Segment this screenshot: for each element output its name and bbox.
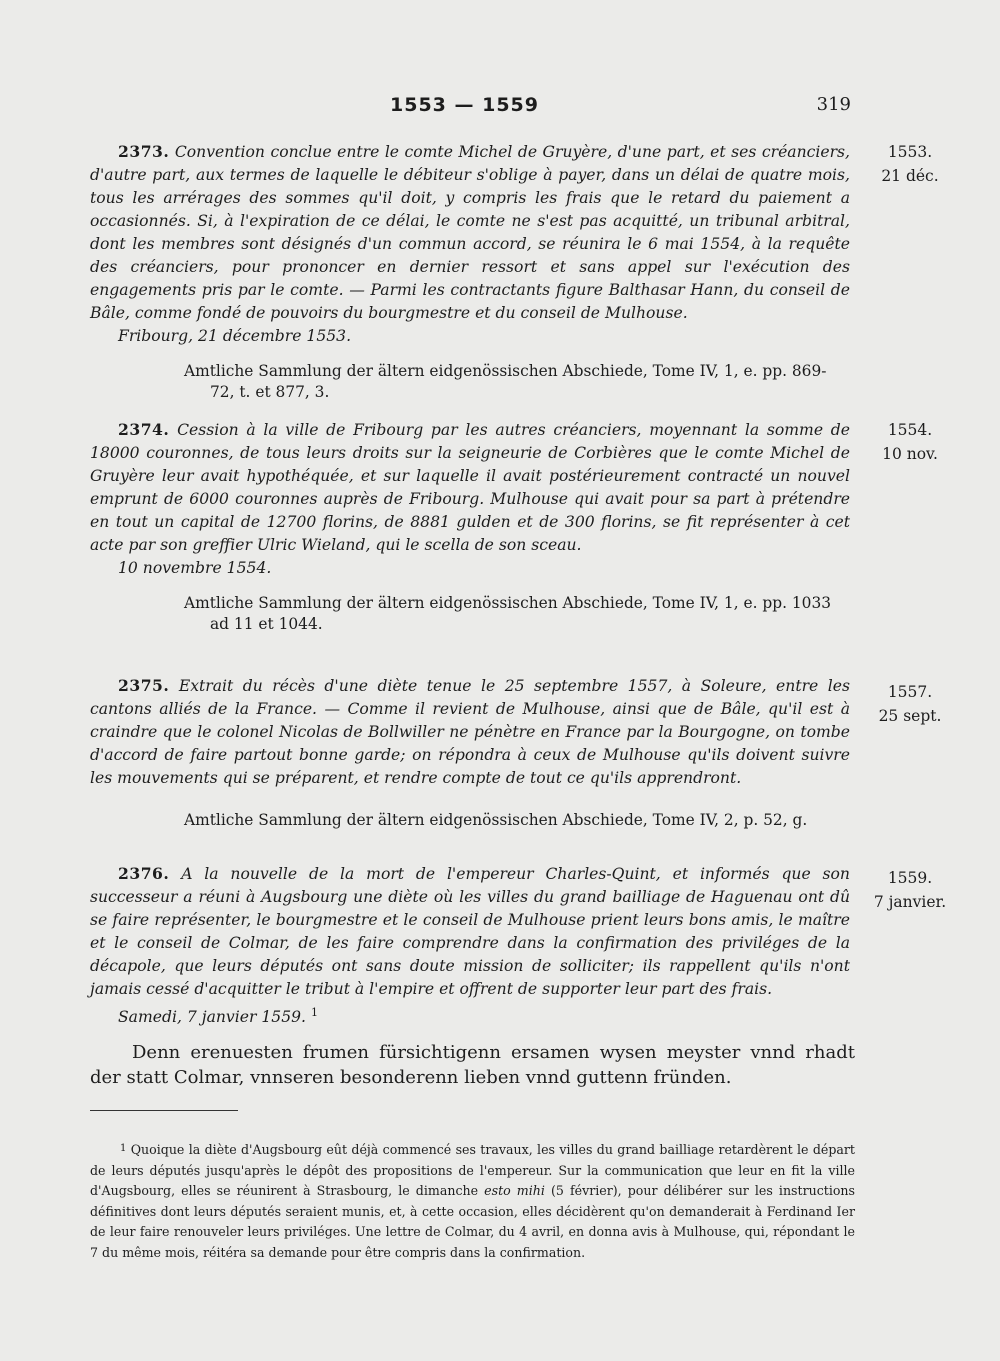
entry-date-text: Samedi, 7 janvier 1559. [118,1008,307,1027]
margin-date [870,140,950,188]
entry-text [90,862,850,1001]
margin-year: 1553. [887,143,933,161]
margin-year: 1554. [887,421,933,439]
entry-number: 2375. [118,676,170,695]
footnote [90,1139,855,1263]
entry-date: 10 novembre 1554. [118,559,272,577]
page-number: 319 [816,94,851,115]
entry-source: Amtliche Sammlung der ältern eidgenössischen Abschiede, Tome IV, 1, e. pp. 869-72, t. et 877, 3. [184,362,827,401]
margin-day: 21 déc. [881,167,939,185]
entry-summary: Extrait du récès d'une diète tenue le 25 septembre 1557, à Soleure, entre les cantons alliés de la France. — Comme il revient de Mulhouse, ainsi que de Bâle, qu'il est à craindre que le colonel Nicolas de Bollwiller ne pénètre en France par la Bourgogne, on tombe d'accord de faire partout bonne garde; on répondra à ceux de Mulhouse qu'ils doivent suivre les mouvements qui se préparent, et rendre compte de tout ce qu'ils apprendront. [90,677,850,787]
entry-text [90,140,850,325]
entry-date [90,1001,850,1029]
entry-source: Amtliche Sammlung der ältern eidgenössischen Abschiede, Tome IV, 1, e. pp. 1033 ad 11 et 1044. [184,594,832,633]
margin-day: 10 nov. [882,445,938,463]
margin-date [870,680,950,728]
letter-address: Denn erenuesten frumen fürsichtigenn ersamen wysen meyster vnnd rhadt der statt Colmar, vnnseren besonderenn lieben vnnd guttenn fründen. [90,1042,855,1088]
margin-date [870,866,950,914]
entry-summary: A la nouvelle de la mort de l'empereur Charles-Quint, et informés que son successeur a réuni à Augsbourg une diète où les villes du grand bailliage de Haguenau ont dû se faire représenter, le bourgmestre et le conseil de Mulhouse prient leurs bons amis, le maître et le conseil de Colmar, de les faire comprendre dans la confirmation des priviléges de la décapole, que leurs députés ont sans doute mission de solliciter; ils rappellent qu'ils n'ont jamais cessé d'acquitter le tribut à l'empire et offrent de supporter leur part des frais. [90,865,850,998]
footnote-mark: 1 [120,1143,127,1154]
footnote-text-after: (5 février), pour délibérer sur les instructions définitives dont leurs députés seraient munis, et, à cette occasion, elles décidèrent qu'on demanderait à Ferdinand Ier de leur faire renouveler leurs priviléges. Une lettre de Colmar, du 4 avril, en donna avis à Mulhouse, qui, répondant le 7 du même mois, réitéra sa demande pour être compris dans la confirmation. [90,1183,856,1260]
entry-text [90,418,850,557]
entry-number: 2376. [118,864,170,883]
entry-summary: Cession à la ville de Fribourg par les autres créanciers, moyennant la somme de 18000 couronnes, de tous leurs droits sur la seigneurie de Corbières que le comte Michel de Gruyère leur avait hypothéquée, et sur laquelle il avait postérieurement contracté un nouvel emprunt de 6000 couronnes auprès de Fribourg. Mulhouse qui avait pour sa part à prétendre en tout un capital de 12700 florins, de 8881 gulden et de 300 florins, se fit représenter à cet acte par son greffier Ulric Wieland, qui le scella de son sceau. [90,421,850,554]
margin-day: 7 janvier. [873,893,947,911]
entry-number: 2374. [118,420,170,439]
entry-number: 2373. [118,142,170,161]
entry-2375 [90,674,942,831]
footnote-rule [90,1110,238,1111]
footnote-text-before: Quoique la diète d'Augsbourg eût déjà commencé ses travaux, les villes du grand bailliage retardèrent le départ de leurs députés jusqu'après le dépôt des propositions de l'empereur. Sur la communication que leur en fit la ville d'Augsbourg, elles se réunirent à Strasbourg, le dimanche [90,1142,855,1198]
page-header [90,94,850,120]
entry-summary: Convention conclue entre le comte Michel de Gruyère, d'une part, et ses créanciers, d'autre part, aux termes de laquelle le débiteur s'oblige à payer, dans un délai de quatre mois, tous les arrérages des sommes qu'il doit, y compris les frais que le retard du paiement a occasionnés. Si, à l'expiration de ce délai, le comte ne s'est pas acquitté, un tribunal arbitral, dont les membres sont désignés d'un commun accord, se réunira le 6 mai 1554, à la requête des créanciers, pour prononcer en dernier ressort et sans appel sur l'exécution des engagements pris par le comte. — Parmi les contractants figure Balthasar Hann, du conseil de Bâle, comme fondé de pouvoirs du bourgmestre et du conseil de Mulhouse. [90,143,850,322]
footnote-italic: esto mihi [484,1183,545,1198]
margin-day: 25 sept. [878,707,942,725]
margin-date [870,418,950,466]
running-title: 1553 — 1559 [390,94,539,116]
entry-date: Fribourg, 21 décembre 1553. [118,327,352,345]
footnote-reference: 1 [310,1006,318,1019]
entry-2374 [90,418,938,635]
entry-source: Amtliche Sammlung der ältern eidgenössischen Abschiede, Tome IV, 2, p. 52, g. [184,811,808,829]
entry-2376 [90,862,947,1029]
margin-year: 1557. [887,683,933,701]
margin-year: 1559. [887,869,933,887]
entry-text [90,674,850,790]
entry-2373 [90,140,939,403]
